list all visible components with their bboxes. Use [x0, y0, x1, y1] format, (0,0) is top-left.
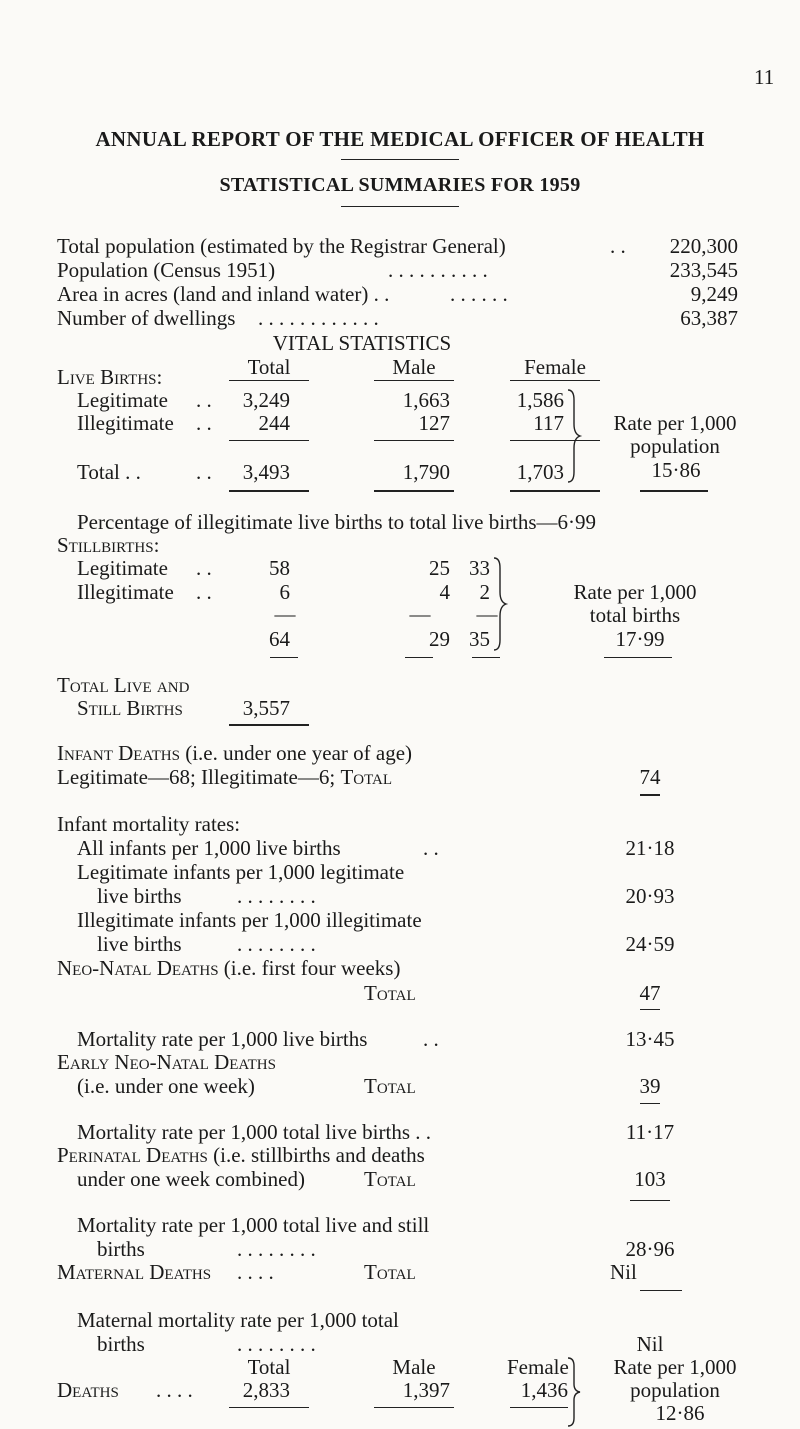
neonatal-total-value: 47	[639, 981, 661, 1005]
cell-total: 3,493	[242, 460, 290, 484]
rate-row-dots: . . . . . . . .	[237, 1237, 316, 1261]
total-word: Total	[364, 1167, 416, 1191]
rule	[270, 657, 298, 658]
cell-total: 244	[258, 411, 290, 435]
total-word: Total	[364, 1260, 416, 1284]
summary-label: Area in acres (land and inland water) . .	[57, 282, 390, 306]
rate-row-label: Mortality rate per 1,000 total live and still	[77, 1213, 430, 1237]
cell-male: 29	[429, 627, 450, 651]
rate-row-label: Mortality rate per 1,000 total live births . .	[77, 1120, 432, 1144]
rate-label: population	[630, 434, 720, 458]
row-label: Illegitimate	[77, 580, 174, 604]
perinatal-heading-rest: (i.e. stillbirths and deaths	[207, 1143, 425, 1167]
short-rule	[640, 1009, 660, 1010]
rule	[229, 440, 309, 441]
rule	[510, 1407, 568, 1408]
summary-value: 220,300	[669, 234, 738, 258]
summary-dots: . . . . . . . . . .	[388, 258, 488, 282]
live-still-value: 3,557	[242, 696, 290, 720]
rate-row-dots: . .	[423, 836, 439, 860]
perinatal-heading: Perinatal Deaths	[57, 1143, 208, 1167]
infant-breakdown: Legitimate—68; Illegitimate—6;	[57, 765, 336, 789]
total-word: Total	[364, 1074, 416, 1098]
pct-illegitimate: Percentage of illegitimate live births to total live births—6·99	[77, 510, 597, 534]
cell-female: 1,586	[516, 388, 564, 412]
rate-row-label: live births	[97, 884, 182, 908]
cell-total: 64	[269, 627, 290, 651]
rate-row-dots: . . . . . . . .	[237, 932, 316, 956]
cell-male: 127	[418, 411, 450, 435]
report-title: ANNUAL REPORT OF THE MEDICAL OFFICER OF HEALTH	[95, 127, 705, 151]
summary-value: 63,387	[680, 306, 738, 330]
double-rule	[229, 490, 309, 492]
rate-label: Rate per 1,000	[573, 580, 697, 604]
row-label: Legitimate	[77, 388, 168, 412]
rate-row-value: 13·45	[625, 1027, 675, 1051]
cell-male: 4	[439, 580, 450, 604]
rule	[374, 1407, 454, 1408]
rate-row-dots: . .	[423, 1027, 439, 1051]
infant-total-value: 74	[639, 765, 661, 789]
early-neonatal-line: (i.e. under one week)	[77, 1074, 255, 1098]
row-label: Illegitimate	[77, 411, 174, 435]
cell-total: 6	[279, 580, 290, 604]
row-dots: . .	[196, 556, 212, 580]
rule	[604, 657, 672, 658]
rate-row-label: Illegitimate infants per 1,000 illegitimate	[77, 908, 422, 932]
title-rule	[341, 159, 459, 160]
early-neonatal-heading: Early Neo-Natal Deaths	[57, 1050, 276, 1074]
summary-dots: . . . . . . . . . . . .	[258, 306, 379, 330]
summary-dots: . . . . . .	[450, 282, 508, 306]
cell-male: 25	[429, 556, 450, 580]
short-rule	[640, 1290, 682, 1291]
cell-female: 1,703	[516, 460, 564, 484]
neonatal-heading: Neo-Natal Deaths	[57, 956, 219, 980]
rate-value: 15·86	[651, 458, 701, 482]
rate-row-label: live births	[97, 932, 182, 956]
rule	[374, 440, 454, 441]
rate-row-value: Nil	[636, 1332, 664, 1356]
rate-value: 17·99	[615, 627, 665, 651]
cell-male: 1,397	[402, 1378, 450, 1402]
double-rule	[374, 490, 454, 492]
live-still-label: Still Births	[77, 696, 183, 720]
cell-female: 117	[533, 411, 564, 435]
neonatal-heading-rest: (i.e. first four weeks)	[218, 956, 401, 980]
rule	[510, 380, 600, 381]
short-rule	[640, 794, 660, 796]
cell-female: 35	[469, 627, 490, 651]
col-total: Total	[247, 355, 291, 379]
summary-dots: . .	[610, 234, 626, 258]
infant-line	[57, 765, 392, 789]
row-dots: . .	[196, 580, 212, 604]
cell-total: 58	[269, 556, 290, 580]
stillbirths-heading: Stillbirths:	[57, 533, 160, 557]
rate-value: 12·86	[655, 1401, 705, 1425]
dash: —	[476, 602, 498, 626]
summary-label: Population (Census 1951)	[57, 258, 276, 282]
infant-heading-rest: (i.e. under one year of age)	[179, 741, 413, 765]
rate-row-value: 28·96	[625, 1237, 675, 1261]
vital-heading: VITAL STATISTICS	[272, 331, 452, 355]
rate-row-dots: . . . . . . . .	[237, 884, 316, 908]
infant-heading-line	[57, 741, 412, 765]
page-number: 11	[754, 65, 775, 89]
summary-label: Number of dwellings	[57, 306, 236, 330]
infant-rates-heading: Infant mortality rates:	[57, 812, 241, 836]
report-subtitle: STATISTICAL SUMMARIES FOR 1959	[219, 174, 581, 196]
total-word: Total	[340, 765, 393, 789]
live-births-heading: Live Births:	[57, 365, 163, 389]
rate-label: population	[630, 1378, 720, 1402]
rate-row-label: Legitimate infants per 1,000 legitimate	[77, 860, 405, 884]
double-rule	[510, 490, 600, 492]
early-neonatal-total-value: 39	[639, 1074, 661, 1098]
cell-total: 2,833	[242, 1378, 290, 1402]
col-male: Male	[392, 355, 436, 379]
rule	[229, 1407, 309, 1408]
col-total: Total	[247, 1355, 291, 1379]
rule	[229, 380, 309, 381]
row-dots: . .	[196, 460, 212, 484]
infant-heading: Infant Deaths	[57, 741, 180, 765]
maternal-total-value: Nil	[610, 1260, 637, 1284]
subtitle-rule	[341, 206, 459, 207]
col-female: Female	[507, 1355, 569, 1379]
cell-male: 1,790	[402, 460, 450, 484]
double-rule	[229, 724, 309, 726]
rate-label: Rate per 1,000	[613, 411, 737, 435]
rate-label: Rate per 1,000	[613, 1355, 737, 1379]
rate-row-label: births	[97, 1237, 145, 1261]
rate-row-value: 11·17	[625, 1120, 675, 1144]
rate-row-label: All infants per 1,000 live births	[77, 836, 341, 860]
row-dots: . .	[196, 411, 212, 435]
short-rule	[630, 1200, 670, 1201]
row-label: Legitimate	[77, 556, 168, 580]
rate-row-label: Mortality rate per 1,000 live births	[77, 1027, 368, 1051]
deaths-label: Deaths	[57, 1378, 119, 1402]
rate-row-value: 21·18	[625, 836, 675, 860]
rate-row-dots: . . . . . . . .	[237, 1332, 316, 1356]
perinatal-line: under one week combined)	[77, 1167, 305, 1191]
perinatal-total-value: 103	[634, 1167, 666, 1191]
cell-female: 1,436	[520, 1378, 568, 1402]
summary-value: 9,249	[690, 282, 738, 306]
rule	[472, 657, 500, 658]
cell-female: 33	[469, 556, 490, 580]
rate-row-value: 20·93	[625, 884, 675, 908]
row-label: Total . .	[77, 460, 141, 484]
cell-total: 3,249	[242, 388, 290, 412]
summary-label: Total population (estimated by the Registrar General)	[57, 234, 506, 258]
dash: —	[274, 602, 296, 626]
total-word: Total	[364, 981, 416, 1005]
row-dots: . .	[196, 388, 212, 412]
short-rule	[640, 1103, 660, 1104]
rule	[374, 380, 454, 381]
dash: —	[409, 602, 431, 626]
rate-row-label: Maternal mortality rate per 1,000 total	[77, 1308, 399, 1332]
neonatal-heading-line	[57, 956, 400, 980]
row-dots: . . . .	[156, 1378, 193, 1402]
perinatal-heading-line	[57, 1143, 425, 1167]
rate-row-value: 24·59	[625, 932, 675, 956]
rate-label: total births	[589, 603, 681, 627]
rate-row-label: births	[97, 1332, 145, 1356]
live-still-label: Total Live and	[57, 673, 190, 697]
maternal-heading: Maternal Deaths	[57, 1260, 212, 1284]
cell-male: 1,663	[402, 388, 450, 412]
summary-value: 233,545	[669, 258, 738, 282]
rule	[405, 657, 433, 658]
row-dots: . . . .	[237, 1260, 274, 1284]
cell-female: 2	[479, 580, 490, 604]
col-male: Male	[392, 1355, 436, 1379]
double-rule	[640, 490, 708, 492]
col-female: Female	[524, 355, 586, 379]
